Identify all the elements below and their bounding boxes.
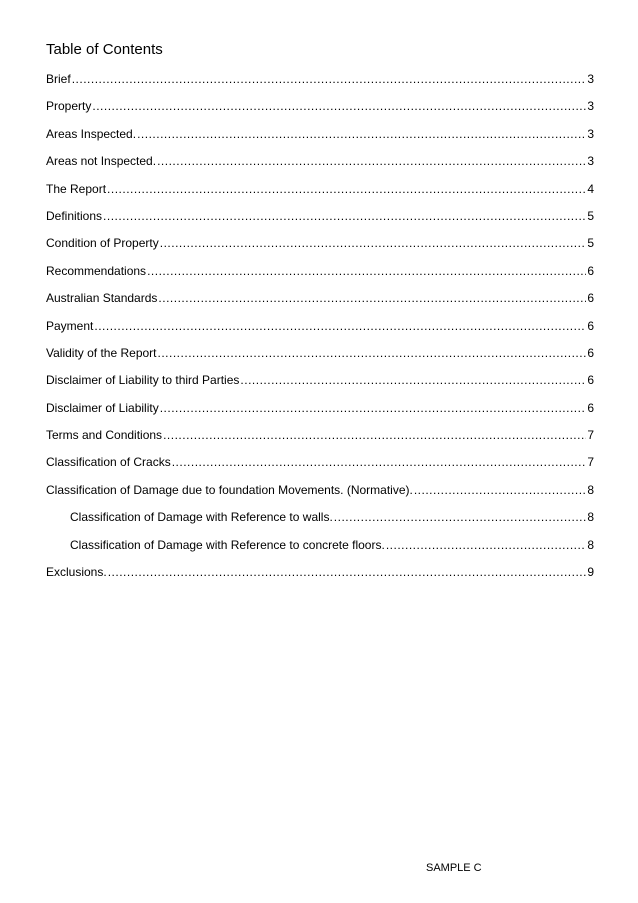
dot-leader (414, 483, 586, 498)
toc-entry-label: Recommendations (46, 263, 147, 278)
toc-entry-label: Terms and Conditions (46, 428, 163, 443)
toc-entry-label: Condition of Property (46, 236, 159, 251)
toc-entry-label: Payment (46, 318, 94, 333)
toc-entry[interactable] (46, 236, 594, 263)
toc-entry[interactable] (46, 455, 594, 482)
toc-entry-page-number: 6 (587, 318, 594, 333)
toc-entry-page-number: 6 (587, 345, 594, 360)
toc-entry-label: Property (46, 99, 92, 114)
toc-entry[interactable] (46, 264, 594, 291)
toc-entry-page-number: 6 (587, 263, 594, 278)
toc-entry-page-number: 3 (587, 72, 594, 86)
toc-entry-label: Areas Inspected. (46, 126, 137, 141)
toc-entry-label: Classification of Damage due to foundation Movements. (Normative). (46, 482, 413, 497)
toc-entry-page-number: 6 (587, 291, 594, 306)
toc-entry-label: Classification of Damage with Reference to concrete floors. (70, 537, 385, 552)
toc-entry-page-number: 8 (587, 510, 594, 525)
toc-entry-page-number: 5 (587, 208, 594, 223)
dot-leader (107, 182, 586, 197)
toc-entry-label: Disclaimer of Liability to third Parties (46, 373, 240, 388)
toc-entry[interactable] (46, 565, 594, 592)
toc-entry[interactable] (46, 127, 594, 154)
toc-entry-page-number: 8 (587, 482, 594, 497)
toc-entry-page-number: 6 (587, 373, 594, 388)
toc-entry-label: Australian Standards (46, 291, 158, 306)
toc-entry[interactable] (46, 209, 594, 236)
toc-entry[interactable] (46, 401, 594, 428)
dot-leader (147, 264, 586, 279)
toc-entry[interactable] (46, 99, 594, 126)
toc-entry-label: Brief (46, 72, 71, 86)
toc-entry-label: Disclaimer of Liability (46, 400, 159, 415)
toc-entry[interactable] (46, 373, 594, 400)
toc-entry-page-number: 3 (587, 99, 594, 114)
toc-entry[interactable] (46, 510, 594, 537)
toc-entry-page-number: 7 (587, 455, 594, 470)
dot-leader (163, 428, 586, 443)
dot-leader (160, 401, 587, 416)
dot-leader (334, 510, 587, 525)
dot-leader (92, 99, 586, 114)
toc-entry[interactable] (46, 483, 594, 510)
dot-leader (240, 373, 586, 388)
toc-entry[interactable] (46, 538, 594, 565)
toc-entry-page-number: 9 (587, 565, 594, 580)
toc-entry[interactable] (46, 428, 594, 455)
toc-entry-page-number: 3 (587, 154, 594, 169)
toc-entry-page-number: 3 (587, 126, 594, 141)
toc-entry-page-number: 8 (587, 537, 594, 552)
toc-entry[interactable] (46, 72, 594, 99)
toc-entry[interactable] (46, 291, 594, 318)
toc-entry[interactable] (46, 154, 594, 181)
toc-title: Table of Contents (46, 41, 163, 58)
toc-entry-page-number: 6 (587, 400, 594, 415)
toc-entry-label: Definitions (46, 208, 103, 223)
dot-leader (158, 291, 586, 306)
dot-leader (160, 236, 587, 251)
toc-entry-label: Areas not Inspected. (46, 154, 157, 169)
toc-entry[interactable] (46, 182, 594, 209)
toc-entry-label: Validity of the Report (46, 345, 157, 360)
toc-entry[interactable] (46, 319, 594, 346)
dot-leader (386, 538, 587, 553)
toc-entry-page-number: 4 (587, 181, 594, 196)
toc-entry-page-number: 5 (587, 236, 594, 251)
dot-leader (137, 127, 586, 142)
dot-leader (172, 455, 587, 470)
toc-entry-label: Exclusions. (46, 565, 107, 580)
footer-label: SAMPLE C (426, 862, 482, 874)
toc-entry-label: The Report (46, 181, 107, 196)
toc-entry-label: Classification of Damage with Reference to walls. (70, 510, 333, 525)
dot-leader (108, 565, 587, 580)
dot-leader (158, 346, 587, 361)
dot-leader (72, 72, 587, 87)
dot-leader (94, 319, 586, 334)
toc-entry[interactable] (46, 346, 594, 373)
dot-leader (157, 154, 586, 169)
toc-entry-label: Classification of Cracks (46, 455, 171, 470)
toc-entry-page-number: 7 (587, 428, 594, 443)
dot-leader (103, 209, 586, 224)
table-of-contents (46, 72, 594, 592)
